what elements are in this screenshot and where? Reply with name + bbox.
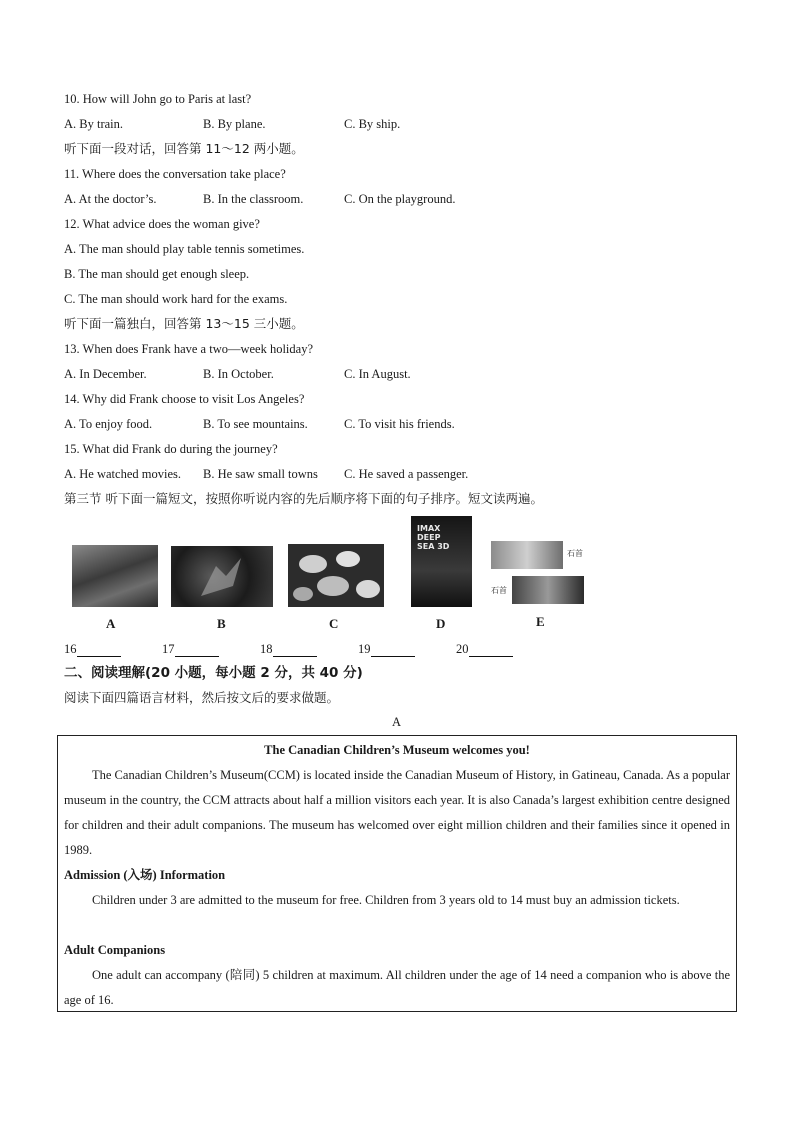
q15-option-c: C. He saved a passenger.	[344, 467, 469, 481]
blank-16-line[interactable]	[77, 644, 121, 657]
picture-b-image	[171, 546, 273, 607]
blank-20-line[interactable]	[469, 644, 513, 657]
question-10: 10. How will John go to Paris at last?	[64, 92, 252, 106]
passage-title: The Canadian Children’s Museum welcomes you!	[264, 743, 530, 757]
picture-d-label: D	[436, 616, 446, 631]
section3-instruction: 第三节 听下面一篇短文，按照你听说内容的先后顺序将下面的句子排序。短文读两遍。	[64, 491, 543, 506]
passage-paragraph-2: Children under 3 are admitted to the museum for free. Children from 3 years old to 14 must buy an admission tickets.	[92, 893, 680, 907]
passage-box	[57, 735, 737, 1012]
picture-e-top-caption: 石首	[567, 549, 583, 558]
q12-option-b: B. The man should get enough sleep.	[64, 267, 250, 281]
q12-option-c: C. The man should work hard for the exams.	[64, 292, 288, 306]
admission-heading: Admission (入场) Information	[64, 868, 226, 882]
blank-18-line[interactable]	[273, 644, 317, 657]
question-14: 14. Why did Frank choose to visit Los Angeles?	[64, 392, 305, 406]
question-12: 12. What advice does the woman give?	[64, 217, 260, 231]
blank-18-number: 18	[260, 642, 273, 656]
blank-17-line[interactable]	[175, 644, 219, 657]
q11-option-a: A. At the doctor’s.	[64, 192, 157, 206]
picture-e-top-image	[491, 541, 563, 569]
q13-option-b: B. In October.	[203, 367, 274, 381]
question-11: 11. Where does the conversation take place?	[64, 167, 286, 181]
picture-b-label: B	[217, 616, 226, 631]
passage-paragraph-3: One adult can accompany (陪同) 5 children at maximum. All children under the age of 14 need a companion who is above the age of 16.	[64, 968, 730, 1007]
passage-letter: A	[392, 715, 402, 729]
blank-20-number: 20	[456, 642, 469, 656]
blank-20[interactable]	[456, 641, 513, 657]
blank-19-line[interactable]	[371, 644, 415, 657]
blank-19[interactable]	[358, 641, 415, 657]
blank-17[interactable]	[162, 641, 219, 657]
q12-option-a: A. The man should play table tennis sometimes.	[64, 242, 305, 256]
part2-instruction: 阅读下面四篇语言材料，然后按文后的要求做题。	[64, 690, 340, 705]
picture-d-poster	[411, 516, 472, 607]
blank-18[interactable]	[260, 641, 317, 657]
question-13: 13. When does Frank have a two—week holiday?	[64, 342, 314, 356]
part2-title: 二、阅读理解(20 小题，每小题 2 分，共 40 分)	[64, 665, 363, 681]
poster-title-text: IMAX DEEP SEA 3D	[417, 524, 450, 551]
picture-e-bottom-image	[512, 576, 584, 604]
q10-option-b: B. By plane.	[203, 117, 266, 131]
picture-c-label: C	[329, 616, 339, 631]
passage-paragraph-1: The Canadian Children’s Museum(CCM) is located inside the Canadian Museum of History, in Gatineau, Canada. As a popular museum in the country, the CCM attracts about half a million visitors each year. It is also Canada’s largest exhibition centre designed for children and their adult companions. The museum has welcomed over eight million children and their families since it opened in 1989.	[64, 768, 730, 857]
blank-16-number: 16	[64, 642, 77, 656]
q10-option-a: A. By train.	[64, 117, 124, 131]
q11-option-c: C. On the playground.	[344, 192, 456, 206]
q13-option-a: A. In December.	[64, 367, 147, 381]
question-15: 15. What did Frank do during the journey?	[64, 442, 278, 456]
q14-option-b: B. To see mountains.	[203, 417, 308, 431]
adult-companions-heading: Adult Companions	[64, 943, 166, 957]
q15-option-a: A. He watched movies.	[64, 467, 181, 481]
picture-a-label: A	[106, 616, 116, 631]
q14-option-a: A. To enjoy food.	[64, 417, 153, 431]
q10-option-c: C. By ship.	[344, 117, 401, 131]
dialog-instruction-11-12: 听下面一段对话，回答第 11～12 两小题。	[64, 141, 304, 156]
blank-16[interactable]	[64, 641, 121, 657]
q13-option-c: C. In August.	[344, 367, 411, 381]
q11-option-b: B. In the classroom.	[203, 192, 304, 206]
picture-e-bottom-caption: 石首	[491, 586, 507, 595]
picture-a-image	[72, 545, 158, 607]
picture-e-label: E	[536, 614, 545, 629]
blank-17-number: 17	[162, 642, 175, 656]
blank-19-number: 19	[358, 642, 371, 656]
monologue-instruction-13-15: 听下面一篇独白，回答第 13～15 三小题。	[64, 316, 304, 331]
q15-option-b: B. He saw small towns	[203, 467, 318, 481]
q14-option-c: C. To visit his friends.	[344, 417, 455, 431]
picture-c-image	[288, 544, 384, 607]
